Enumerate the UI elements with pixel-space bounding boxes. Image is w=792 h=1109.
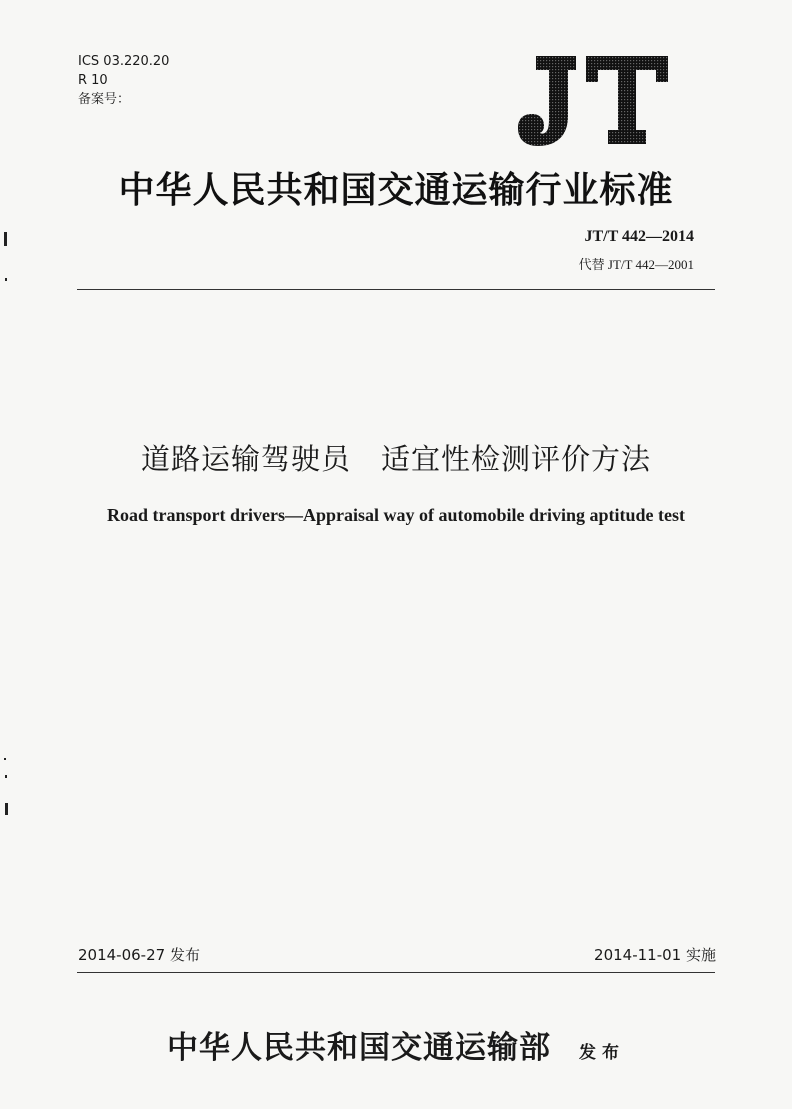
scan-mark [4, 758, 6, 760]
scan-mark [5, 278, 7, 281]
publisher-name: 中华人民共和国交通运输部 [167, 1030, 551, 1066]
r-code: R 10 [78, 73, 108, 88]
document-title-en: Road transport drivers—Appraisal way of automobile driving aptitude test [106, 505, 685, 525]
publisher-suffix: 发布 [579, 1043, 625, 1063]
issue-date: 2014-06-27 发布 [78, 946, 200, 964]
jt-logo-icon [518, 56, 668, 146]
standard-number: JT/T 442—2014 [584, 228, 694, 245]
top-divider [77, 289, 715, 290]
scan-mark [5, 775, 7, 778]
publisher-line [0, 1022, 792, 1067]
replaces-standard: 代替 JT/T 442—2001 [578, 257, 694, 272]
record-number-label: 备案号： [78, 92, 131, 107]
implement-date: 2014-11-01 实施 [594, 946, 716, 964]
standard-category-title: 中华人民共和国交通运输行业标准 [118, 169, 674, 211]
ics-code: ICS 03.220.20 [78, 54, 170, 69]
scan-mark [4, 232, 7, 246]
bottom-divider [77, 972, 715, 973]
document-title-cn: 道路运输驾驶员 适宜性检测评价方法 [140, 442, 651, 476]
scan-mark [5, 803, 8, 815]
